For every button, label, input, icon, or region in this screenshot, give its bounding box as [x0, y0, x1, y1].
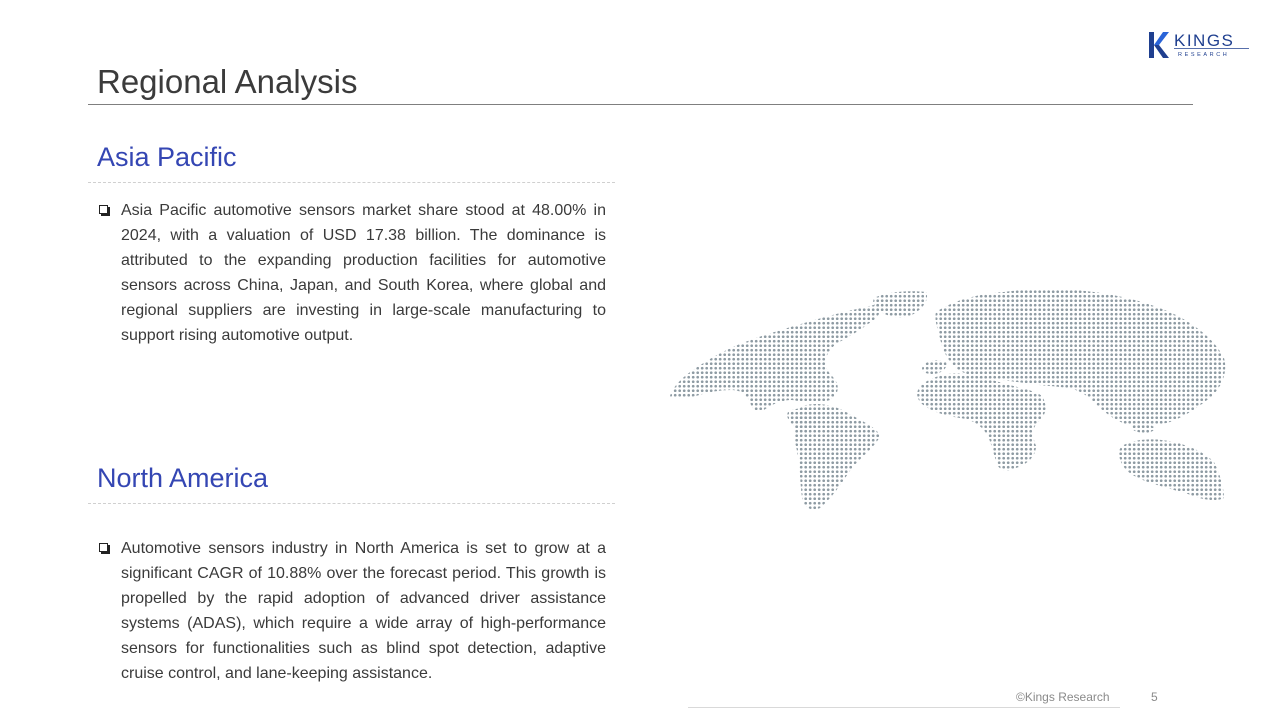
kings-research-logo: [1148, 30, 1252, 60]
kings-k-icon: [1148, 30, 1252, 60]
bullet-item-north-america: [98, 536, 606, 686]
checkbox-bullet-icon: [99, 543, 108, 552]
bullet-item-asia-pacific: [98, 198, 606, 348]
bullet-text: Automotive sensors industry in North America is set to grow at a significant CAGR of 10.88% over the forecast period. This growth is propelled by the rapid adoption of advanced driver assistance systems (ADAS), which require a wide array of high-performance sensors for functionalities such as blind spot detection, adaptive cruise control, and lane-keeping assistance.: [121, 540, 606, 682]
page-title: Regional Analysis: [97, 63, 358, 100]
logo-subword: RESEARCH: [1178, 52, 1230, 58]
section-heading-north-america: North America: [97, 463, 269, 493]
section-heading-asia-pacific: Asia Pacific: [97, 142, 237, 172]
footer-copyright: ©Kings Research: [1016, 690, 1110, 704]
page-number: 5: [1151, 690, 1158, 704]
dotted-world-map-icon: [664, 276, 1248, 520]
logo-word: KINGS: [1174, 31, 1235, 50]
title-divider: [88, 104, 1193, 105]
checkbox-bullet-icon: [99, 205, 108, 214]
footer-divider: [688, 707, 1120, 708]
section-divider: [88, 182, 615, 183]
bullet-text: Asia Pacific automotive sensors market share stood at 48.00% in 2024, with a valuation of USD 17.38 billion. The dominance is attributed to the expanding production facilities for automotive sensors across China, Japan, and South Korea, where global and regional suppliers are investing in large-scale manufacturing to support rising automotive output.: [121, 202, 606, 344]
section-divider: [88, 503, 615, 504]
